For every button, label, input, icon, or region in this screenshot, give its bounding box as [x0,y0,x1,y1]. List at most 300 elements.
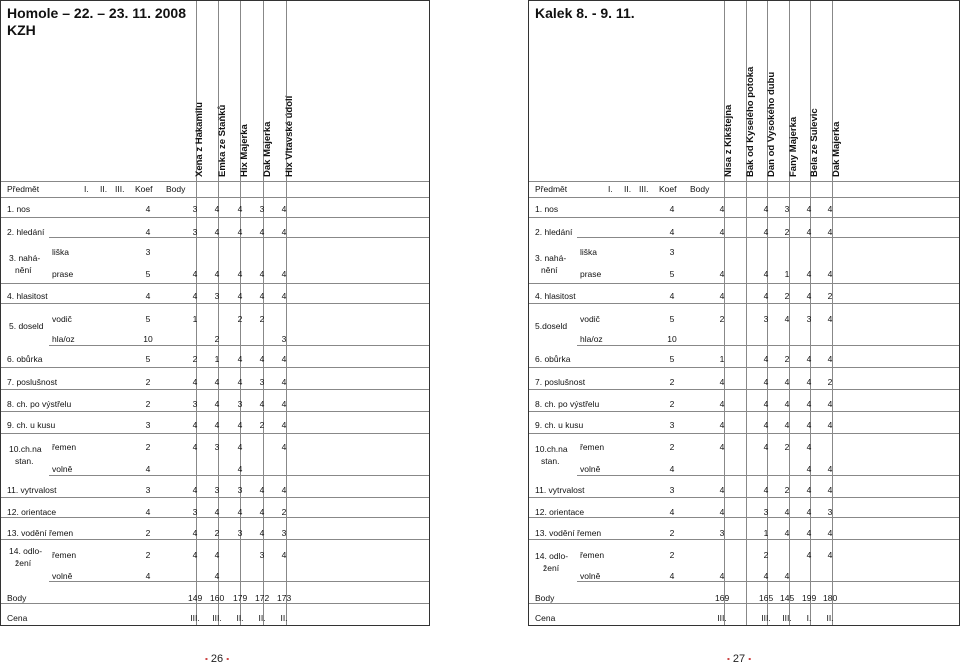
row-label: prase [52,269,74,279]
score-value: 4 [806,420,812,430]
row-divider [529,497,959,498]
score-value: 4 [719,377,725,387]
score-value: 4 [214,227,220,237]
score-value: II. [826,613,834,623]
score-value: 4 [259,269,265,279]
score-value: 4 [281,420,287,430]
koef-value: 10 [143,334,153,344]
group-label: 10.ch.na [535,444,568,454]
score-value: 4 [281,377,287,387]
score-value: 4 [827,354,833,364]
dog-name: Emka ze Staňků [217,104,228,177]
score-value: 4 [827,485,833,495]
header-ii: II. [624,184,632,194]
score-value: 4 [719,571,725,581]
row-label: 7. poslušnost [535,377,586,387]
score-value: 2 [237,314,243,324]
header-body: Body [690,184,710,194]
score-value: 3 [763,507,769,517]
score-value: 4 [237,354,243,364]
score-value: 2 [784,291,790,301]
header-koef: Koef [135,184,153,194]
header-i: I. [84,184,89,194]
score-value: 3 [784,204,790,214]
koef-value: 3 [669,485,675,495]
row-divider [1,283,429,284]
score-value: 2 [827,291,833,301]
group-label: 5. doseld [9,321,44,331]
score-value: 4 [192,291,198,301]
score-value: 2 [281,507,287,517]
row-label: 11. vytrvalost [7,485,57,495]
row-divider [1,603,429,604]
score-value: 4 [214,269,220,279]
score-value: 4 [719,269,725,279]
row-label: 4. hlasitost [7,291,48,301]
score-value: III. [190,613,200,623]
score-value: 3 [237,399,243,409]
row-divider [1,217,429,218]
score-value: 4 [827,464,833,474]
dog-name: Xena z Hakamilu [194,102,205,177]
score-value: III. [761,613,771,623]
row-divider [529,197,959,198]
row-divider [1,367,429,368]
row-label: 8. ch. po výstřelu [7,399,72,409]
row-label: 1. nos [535,204,559,214]
row-label: řemen [580,442,605,452]
row-divider [1,433,429,434]
score-value: II. [280,613,288,623]
score-value: 4 [719,291,725,301]
score-value: 4 [763,442,769,452]
row-label: vodič [52,314,72,324]
koef-value: 2 [669,399,675,409]
score-value: 4 [281,227,287,237]
row-divider [577,581,959,582]
score-value: 2 [259,314,265,324]
score-value: III. [782,613,792,623]
score-value: 4 [281,550,287,560]
score-value: 4 [806,528,812,538]
row-label: řemen [580,550,605,560]
score-value: 4 [827,550,833,560]
score-value: 4 [784,571,790,581]
score-value: 3 [237,485,243,495]
group-label: 14. odlo- [9,546,43,556]
score-value: 1 [214,354,220,364]
dog-name: Hix Majerka [239,124,250,177]
score-value: 2 [784,442,790,452]
score-value: 4 [192,377,198,387]
score-value: 4 [806,507,812,517]
score-value: 2 [192,354,198,364]
row-divider [529,539,959,540]
score-value: 4 [827,269,833,279]
score-value: 4 [827,227,833,237]
row-divider [1,303,429,304]
score-value: 4 [763,485,769,495]
score-value: 3 [259,550,265,560]
koef-value: 2 [145,442,151,452]
koef-value: 5 [669,354,675,364]
group-label: žení [543,563,560,573]
koef-value: 4 [669,204,675,214]
row-label: 1. nos [7,204,31,214]
group-label: 10.ch.na [9,444,42,454]
score-value: 4 [806,442,812,452]
score-value: 4 [192,550,198,560]
score-value: 1 [719,354,725,364]
header-iii: III. [639,184,649,194]
header-i: I. [608,184,613,194]
score-value: 4 [237,227,243,237]
row-divider [1,411,429,412]
score-value: 4 [192,420,198,430]
score-value: 4 [237,420,243,430]
koef-value: 4 [145,227,151,237]
koef-value: 5 [669,269,675,279]
row-label: hla/oz [52,334,75,344]
row-divider [529,283,959,284]
row-label: řemen [52,442,77,452]
score-value: 4 [281,204,287,214]
score-value: 4 [719,227,725,237]
score-value: 4 [237,291,243,301]
row-divider [577,475,959,476]
score-value: 4 [719,507,725,517]
koef-value: 5 [145,354,151,364]
row-divider [1,497,429,498]
page-number-left: ▪ 26 ▪ [205,653,230,665]
score-value: 4 [719,485,725,495]
score-value: 199 [802,593,817,603]
score-value: 4 [827,314,833,324]
score-value: 4 [784,528,790,538]
group-label: žení [15,558,32,568]
koef-value: 4 [669,291,675,301]
dog-name: Dak Majerka [262,121,273,177]
row-divider [529,433,959,434]
row-divider [529,517,959,518]
score-value: III. [212,613,222,623]
score-value: 4 [259,528,265,538]
koef-value: 4 [145,464,151,474]
koef-value: 4 [145,571,151,581]
koef-value: 2 [145,528,151,538]
score-value: 4 [237,464,243,474]
score-value: 4 [763,420,769,430]
row-divider [1,389,429,390]
dog-name: Dan od Vysokého dubu [766,71,777,177]
group-label: nění [15,265,32,275]
score-value: 4 [784,420,790,430]
row-divider [49,581,429,582]
score-value: 2 [214,334,220,344]
score-value: 2 [784,485,790,495]
row-label: Cena [535,613,556,623]
dog-name: Fany Majerka [788,116,799,177]
group-label: stan. [541,456,560,466]
score-value: 4 [237,269,243,279]
row-label: 12. orientace [7,507,57,517]
koef-value: 3 [145,247,151,257]
score-value: 4 [806,377,812,387]
score-value: 4 [237,204,243,214]
row-label: Body [535,593,555,603]
score-value: 4 [237,507,243,517]
score-value: 4 [214,507,220,517]
koef-value: 4 [145,507,151,517]
score-value: 1 [763,528,769,538]
koef-value: 3 [145,420,151,430]
score-value: 173 [277,593,292,603]
score-value: 4 [806,464,812,474]
score-value: 4 [827,399,833,409]
koef-value: 2 [669,550,675,560]
header-koef: Koef [659,184,677,194]
score-value: 172 [255,593,270,603]
score-value: 145 [780,593,795,603]
row-label: 9. ch. u kusu [7,420,56,430]
score-value: 2 [827,377,833,387]
score-value: 4 [806,269,812,279]
koef-value: 2 [669,528,675,538]
header-ii: II. [100,184,108,194]
score-value: 4 [719,399,725,409]
score-value: 3 [192,204,198,214]
dog-name: Bak od Kyselého potoka [745,66,756,177]
score-value: 2 [259,420,265,430]
group-label: stan. [15,456,34,466]
row-label: 13. vodění řemen [7,528,74,538]
koef-value: 5 [145,269,151,279]
score-value: 4 [281,485,287,495]
group-label: 3. nahá- [535,253,567,263]
score-value: 4 [763,399,769,409]
group-label: 3. nahá- [9,253,41,263]
score-value: 2 [784,227,790,237]
score-value: 179 [233,593,248,603]
row-divider [49,345,429,346]
koef-value: 2 [145,399,151,409]
dog-name: Dak Majerka [831,121,842,177]
score-value: 1 [784,269,790,279]
score-value: 169 [715,593,730,603]
score-value: 4 [214,377,220,387]
koef-value: 4 [669,507,675,517]
score-value: 3 [192,507,198,517]
score-value: 4 [259,227,265,237]
row-label: 12. orientace [535,507,585,517]
score-value: 4 [237,377,243,387]
koef-value: 10 [667,334,677,344]
score-value: 2 [719,314,725,324]
row-label: Cena [7,613,28,623]
score-value: 4 [214,571,220,581]
row-label: vodič [580,314,600,324]
score-value: 3 [192,227,198,237]
score-value: 2 [763,550,769,560]
row-label: prase [580,269,602,279]
score-value: 4 [763,227,769,237]
score-value: 4 [827,204,833,214]
row-label: 6. obůrka [535,354,571,364]
row-label: 13. vodění řemen [535,528,602,538]
score-value: 4 [259,485,265,495]
score-value: 165 [759,593,774,603]
row-label: 6. obůrka [7,354,43,364]
koef-value: 2 [145,550,151,560]
score-value: 4 [763,377,769,387]
row-label: liška [52,247,70,257]
score-value: 4 [763,291,769,301]
event-title: Kalek 8. - 9. 11. [535,5,635,21]
score-value: 4 [763,204,769,214]
score-value: 4 [281,291,287,301]
koef-value: 2 [669,442,675,452]
row-divider [49,237,429,238]
row-label: volně [580,571,601,581]
koef-value: 4 [669,571,675,581]
group-label: 14. odlo- [535,551,569,561]
score-value: 3 [281,334,287,344]
score-table-right [528,0,960,626]
row-label: řemen [52,550,77,560]
score-value: 4 [281,442,287,452]
koef-value: 3 [145,485,151,495]
header-body: Body [166,184,186,194]
row-divider [529,181,959,182]
row-label: volně [52,571,73,581]
score-value: 4 [192,528,198,538]
score-value: 4 [237,442,243,452]
score-value: 4 [827,420,833,430]
score-value: 4 [259,507,265,517]
dog-name: Bela ze Sulevic [809,108,820,177]
score-value: 4 [806,485,812,495]
header-subject: Předmět [7,184,40,194]
koef-value: 4 [669,464,675,474]
row-label: 4. hlasitost [535,291,576,301]
score-value: 4 [806,291,812,301]
score-value: 4 [259,354,265,364]
row-divider [529,303,959,304]
koef-value: 4 [669,227,675,237]
row-divider [529,389,959,390]
row-label: 7. poslušnost [7,377,58,387]
score-value: 3 [281,528,287,538]
koef-value: 2 [145,377,151,387]
score-value: 160 [210,593,225,603]
score-value: 4 [281,269,287,279]
row-label: 2. hledání [7,227,45,237]
score-value: 4 [784,377,790,387]
score-value: 4 [719,420,725,430]
row-divider [529,411,959,412]
score-value: 3 [192,399,198,409]
koef-value: 5 [145,314,151,324]
score-value: 4 [259,291,265,301]
score-value: 3 [214,291,220,301]
score-value: 3 [237,528,243,538]
score-table-left [0,0,430,626]
score-value: 4 [763,571,769,581]
score-value: 3 [214,442,220,452]
row-label: volně [580,464,601,474]
row-label: 11. vytrvalost [535,485,585,495]
row-divider [529,367,959,368]
score-value: 3 [259,377,265,387]
score-value: 4 [827,528,833,538]
score-value: I. [806,613,812,623]
row-divider [1,181,429,182]
score-value: 4 [192,442,198,452]
row-divider [1,517,429,518]
koef-value: 4 [145,204,151,214]
score-value: 4 [281,354,287,364]
score-value: 4 [192,485,198,495]
score-value: 4 [719,442,725,452]
koef-value: 3 [669,420,675,430]
score-value: 4 [192,269,198,279]
koef-value: 2 [669,377,675,387]
koef-value: 4 [145,291,151,301]
score-value: 4 [784,314,790,324]
score-value: II. [236,613,244,623]
score-value: 3 [806,314,812,324]
score-value: 4 [214,550,220,560]
score-value: 4 [806,204,812,214]
score-value: 4 [763,354,769,364]
score-value: 149 [188,593,203,603]
score-value: 2 [214,528,220,538]
score-value: 4 [806,550,812,560]
score-value: II. [258,613,266,623]
dog-name: Hix Vltavské údolí [284,95,295,177]
score-value: 4 [806,354,812,364]
row-label: volně [52,464,73,474]
koef-value: 5 [669,314,675,324]
score-value: 2 [784,354,790,364]
event-title: Homole – 22. – 23. 11. 2008 KZH [7,5,187,38]
group-label: nění [541,265,558,275]
score-value: III. [717,613,727,623]
score-value: 4 [259,399,265,409]
score-value: 4 [806,399,812,409]
koef-value: 3 [669,247,675,257]
row-label: 8. ch. po výstřelu [535,399,600,409]
score-value: 4 [806,227,812,237]
row-label: 9. ch. u kusu [535,420,584,430]
row-label: hla/oz [580,334,603,344]
row-divider [577,237,959,238]
score-value: 3 [719,528,725,538]
row-divider [529,603,959,604]
dog-name: Nisa z Kikštejna [723,104,734,177]
score-value: 3 [214,485,220,495]
score-value: 3 [763,314,769,324]
row-label: liška [580,247,598,257]
score-value: 4 [719,204,725,214]
score-value: 4 [281,399,287,409]
row-divider [1,197,429,198]
score-value: 3 [827,507,833,517]
score-value: 1 [192,314,198,324]
score-value: 4 [214,204,220,214]
header-subject: Předmět [535,184,568,194]
score-value: 4 [784,507,790,517]
